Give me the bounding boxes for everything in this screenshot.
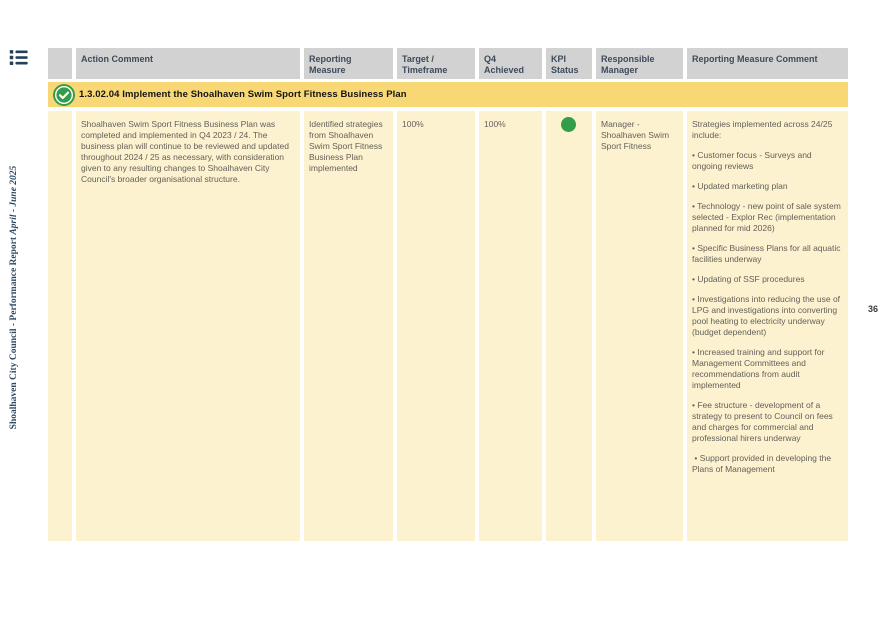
performance-table	[48, 48, 848, 541]
column-header: KPI Status	[546, 48, 592, 79]
vertical-report-title	[4, 130, 24, 465]
comment-paragraph: • Investigations into reducing the use of LPG and investigations into converting pool heating to electricity underway (budget dependent)	[692, 294, 843, 337]
list-menu-icon[interactable]	[8, 47, 29, 68]
table-header-row	[48, 48, 848, 79]
cell-target-timeframe: 100%	[397, 111, 475, 541]
comment-paragraph: • Customer focus - Surveys and ongoing reviews	[692, 150, 815, 171]
cell-icon-spacer	[48, 111, 72, 541]
cell-action-comment: Shoalhaven Swim Sport Fitness Business Plan was completed and implemented in Q4 2023 / 24. The business plan will continue to be reviewed and updated throughout 2024 / 25 as necessary, with consideration given to any resulting changes to Shoalhaven City Council's broader organisational structure.	[76, 111, 300, 541]
column-header: Action Comment	[76, 48, 300, 79]
comment-paragraph: • Support provided in developing the Plans of Management	[692, 453, 834, 474]
column-header: Reporting Measure	[304, 48, 393, 79]
report-period-text: April - June 2025	[9, 165, 19, 235]
comment-paragraph: • Increased training and support for Management Committees and recommendations from audit implemented	[692, 347, 827, 390]
cell-reporting-measure-comment	[687, 111, 848, 541]
comment-paragraph: • Technology - new point of sale system selected - Explor Rec (implementation planned for mid 2026)	[692, 201, 844, 233]
action-group-row	[48, 82, 848, 107]
column-header: Responsible Manager	[596, 48, 683, 79]
table-body-row	[48, 111, 848, 541]
column-header	[48, 48, 72, 79]
action-title: 1.3.02.04 Implement the Shoalhaven Swim Sport Fitness Business Plan	[79, 89, 407, 100]
column-header: Q4 Achieved	[479, 48, 542, 79]
column-header: Reporting Measure Comment	[687, 48, 848, 79]
cell-q4-achieved: 100%	[479, 111, 542, 541]
column-header: Target / Timeframe	[397, 48, 475, 79]
comment-paragraph: • Updated marketing plan	[692, 181, 788, 191]
report-title-text: Shoalhaven City Council - Performance Report	[9, 236, 19, 430]
comment-paragraph: • Updating of SSF procedures	[692, 274, 805, 284]
kpi-status-green-dot-icon	[561, 117, 576, 132]
cell-reporting-measure: Identified strategies from Shoalhaven Swim Sport Fitness Business Plan implemented	[304, 111, 393, 541]
cell-responsible-manager: Manager - Shoalhaven Swim Sport Fitness	[596, 111, 683, 541]
cell-kpi-status	[546, 111, 592, 541]
comment-paragraph: Strategies implemented across 24/25 include:	[692, 119, 835, 140]
page-number: 36	[867, 304, 878, 314]
comment-paragraph: • Specific Business Plans for all aquatic facilities underway	[692, 243, 843, 264]
check-circle-icon	[53, 84, 75, 106]
comment-paragraph: • Fee structure - development of a strategy to present to Council on fees and charges for commercial and professional hirers underway	[692, 400, 836, 443]
